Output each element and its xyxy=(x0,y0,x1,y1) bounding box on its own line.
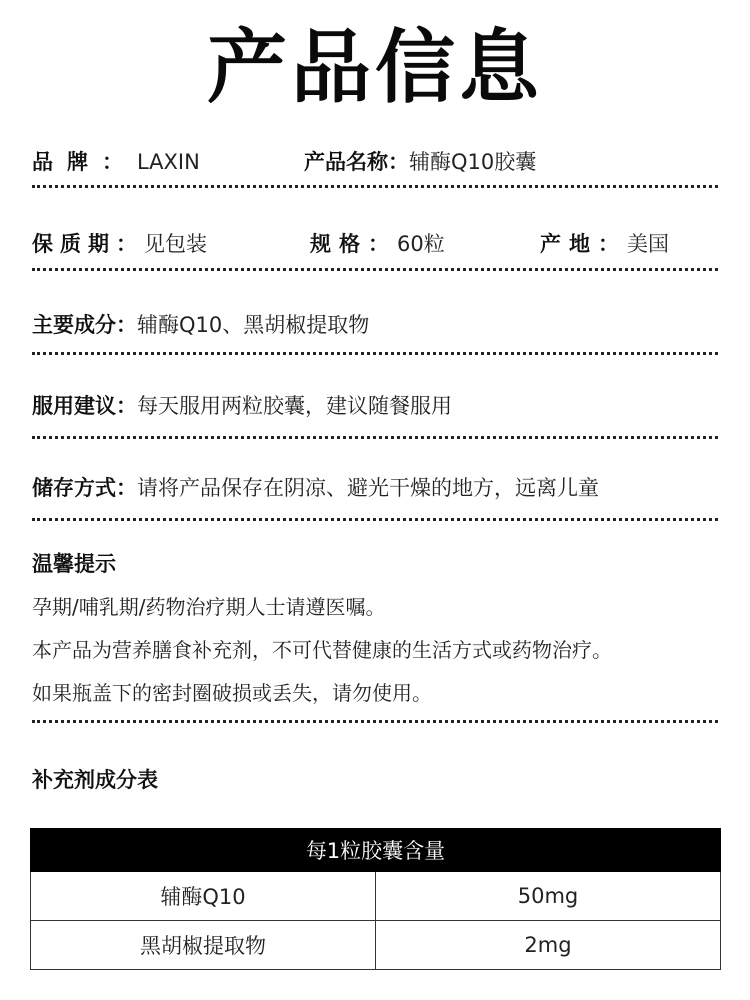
tip-line: 孕期/哺乳期/药物治疗期人士请遵医嘱。 xyxy=(32,595,386,619)
storage-row xyxy=(32,466,722,510)
tip-line: 本产品为营养膳食补充剂，不可代替健康的生活方式或药物治疗。 xyxy=(32,638,612,662)
table-row xyxy=(31,872,721,921)
ingredient-amount-cell: 2mg xyxy=(376,921,721,970)
spec-value: 60粒 xyxy=(397,232,445,256)
product-name-value: 辅酶Q10胶囊 xyxy=(409,150,537,174)
table-header-row xyxy=(31,829,721,872)
page-title: 产品信息 xyxy=(207,21,543,114)
shelf-life-value: 见包装 xyxy=(144,232,207,256)
supplement-table-heading: 补充剂成分表 xyxy=(32,768,158,792)
origin-label: 产地： xyxy=(540,232,627,256)
tip-line: 如果瓶盖下的密封圈破损或丢失，请勿使用。 xyxy=(32,681,432,705)
dotted-divider xyxy=(32,720,718,723)
storage-value: 请将产品保存在阴凉、避光干燥的地方，远离儿童 xyxy=(137,476,599,500)
tips-heading: 温馨提示 xyxy=(32,552,116,576)
origin-field xyxy=(540,222,669,266)
shelf-spec-origin-row xyxy=(32,222,722,266)
origin-value: 美国 xyxy=(627,232,669,256)
shelf-life-field xyxy=(32,222,207,266)
ingredient-name-cell: 黑胡椒提取物 xyxy=(31,921,376,970)
usage-value: 每天服用两粒胶囊，建议随餐服用 xyxy=(137,394,452,418)
shelf-life-label: 保质期： xyxy=(32,232,144,256)
dotted-divider xyxy=(32,268,718,271)
ingredient-amount-cell: 50mg xyxy=(376,872,721,921)
table-header: 每1粒胶囊含量 xyxy=(31,829,721,872)
ingredients-value: 辅酶Q10、黑胡椒提取物 xyxy=(137,313,370,337)
dotted-divider xyxy=(32,518,718,521)
usage-row xyxy=(32,384,722,428)
table-row xyxy=(31,921,721,970)
dotted-divider xyxy=(32,185,718,188)
product-name-field xyxy=(304,140,536,184)
product-name-label: 产品名称： xyxy=(304,150,409,174)
ingredients-label: 主要成分： xyxy=(32,313,137,337)
ingredients-row xyxy=(32,303,722,347)
ingredient-name-cell: 辅酶Q10 xyxy=(31,872,376,921)
storage-label: 储存方式： xyxy=(32,476,137,500)
spec-label: 规格： xyxy=(310,232,397,256)
usage-label: 服用建议： xyxy=(32,394,137,418)
supplement-table xyxy=(30,828,721,970)
brand-label: 品牌： xyxy=(32,150,137,174)
brand-value: LAXIN xyxy=(137,150,200,174)
spec-field xyxy=(310,222,445,266)
dotted-divider xyxy=(32,352,718,355)
brand-name-row xyxy=(32,140,722,184)
dotted-divider xyxy=(32,436,718,439)
brand-field xyxy=(32,140,200,184)
